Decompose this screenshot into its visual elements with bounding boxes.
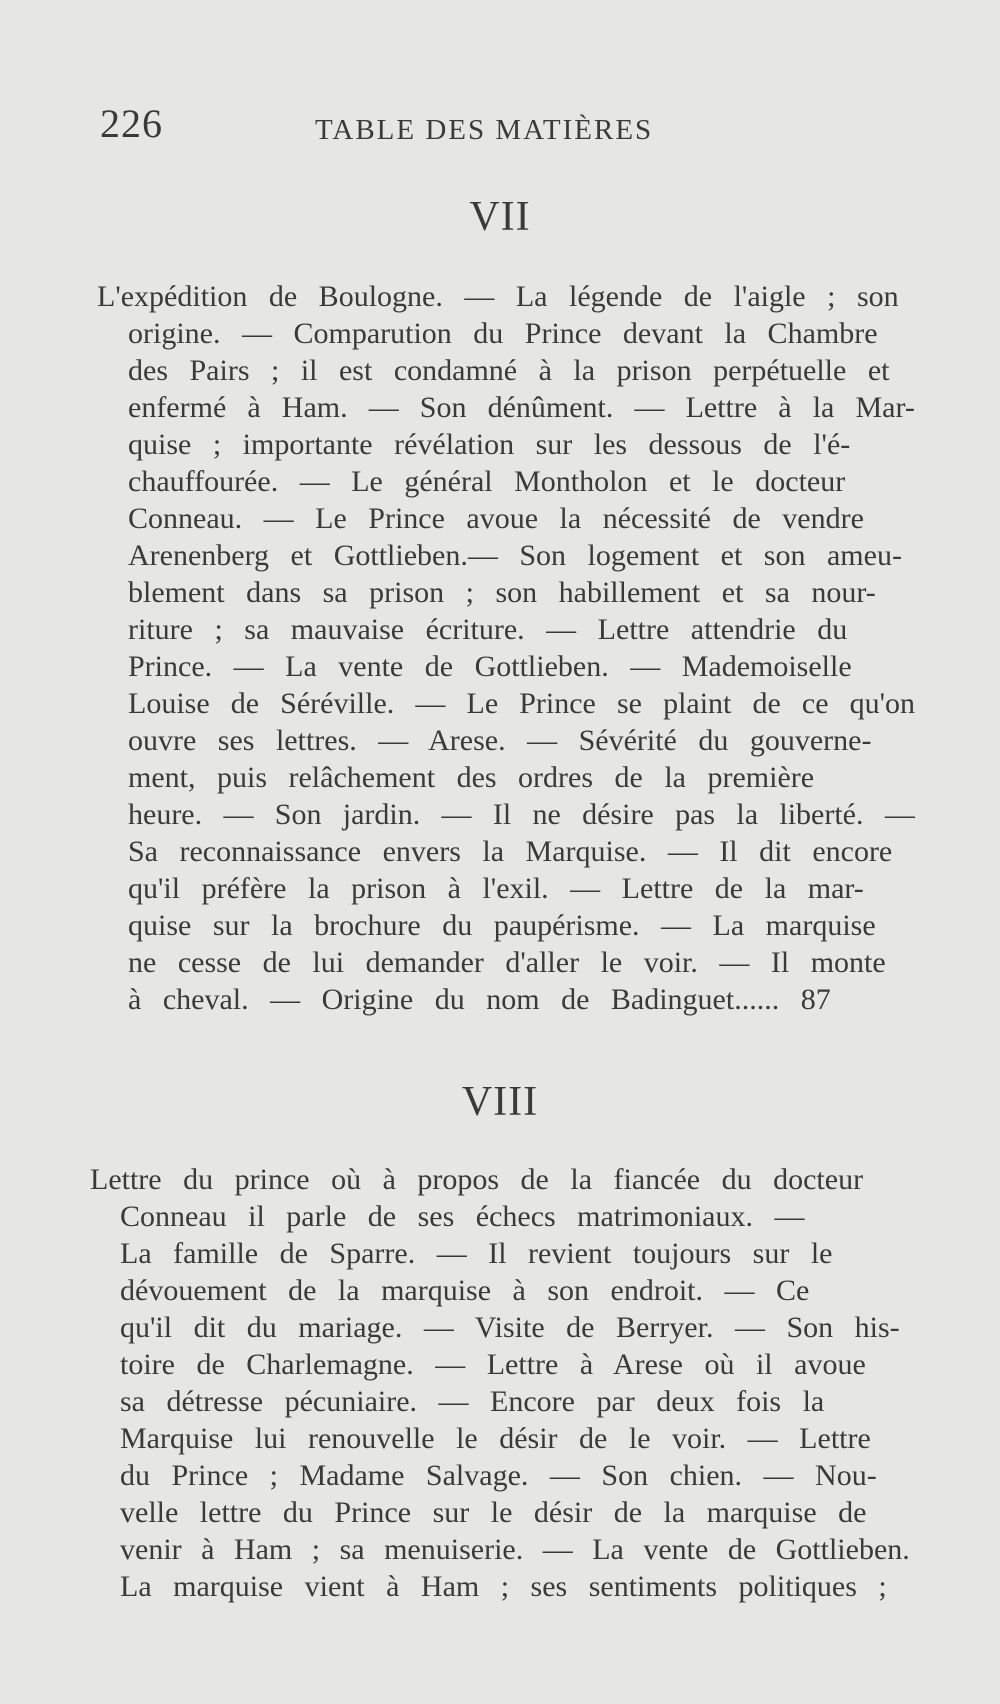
- section-vii-summary-continued: [128, 315, 915, 1018]
- summary-line: quise sur la brochure du paupérisme. — La marquise: [128, 909, 876, 942]
- summary-line: enfermé à Ham. — Son dénûment. — Lettre à la Mar-: [128, 391, 915, 424]
- summary-line: origine. — Comparution du Prince devant la Chambre: [128, 317, 878, 350]
- summary-line: L'expédition de Boulogne. — La légende de l'aigle ; son: [97, 280, 899, 313]
- summary-line: La famille de Sparre. — Il revient toujours sur le: [120, 1237, 833, 1270]
- summary-line: heure. — Son jardin. — Il ne désire pas la liberté. —: [128, 798, 915, 831]
- summary-line: ne cesse de lui demander d'aller le voir. — Il monte: [128, 946, 886, 979]
- running-title: TABLE DES MATIÈRES: [315, 114, 654, 146]
- page-number: 226: [100, 101, 163, 146]
- summary-line: des Pairs ; il est condamné à la prison perpétuelle et: [128, 354, 890, 387]
- summary-line: qu'il préfère la prison à l'exil. — Lettre de la mar-: [128, 872, 864, 905]
- summary-line: ment, puis relâchement des ordres de la première: [128, 761, 815, 794]
- summary-line: Sa reconnaissance envers la Marquise. — Il dit encore: [128, 835, 893, 868]
- section-heading-viii: VIII: [461, 1079, 539, 1125]
- summary-line: blement dans sa prison ; son habillement et sa nour-: [128, 576, 876, 609]
- summary-line: Conneau il parle de ses échecs matrimoniaux. —: [120, 1200, 805, 1233]
- section-vii-summary: [97, 278, 915, 315]
- summary-line: ouvre ses lettres. — Arese. — Sévérité du gouverne-: [128, 724, 872, 757]
- running-head: [100, 100, 920, 150]
- summary-line: velle lettre du Prince sur le désir de la marquise de: [120, 1496, 867, 1529]
- summary-line: Conneau. — Le Prince avoue la nécessité de vendre: [128, 502, 864, 535]
- summary-line: chauffourée. — Le général Montholon et le docteur: [128, 465, 846, 498]
- summary-line: Marquise lui renouvelle le désir de le voir. — Lettre: [120, 1422, 871, 1455]
- section-viii-summary: [90, 1161, 910, 1198]
- summary-line: du Prince ; Madame Salvage. — Son chien. — Nou-: [120, 1459, 877, 1492]
- summary-line: dévouement de la marquise à son endroit. — Ce: [120, 1274, 810, 1307]
- section-heading-vii: VII: [469, 194, 531, 240]
- summary-line: quise ; importante révélation sur les dessous de l'é-: [128, 428, 851, 461]
- summary-line: riture ; sa mauvaise écriture. — Lettre attendrie du: [128, 613, 848, 646]
- summary-line: La marquise vient à Ham ; ses sentiments politiques ;: [120, 1570, 887, 1603]
- section-viii-summary-continued: [120, 1198, 910, 1605]
- summary-line: Louise de Séréville. — Le Prince se plaint de ce qu'on: [128, 687, 916, 720]
- summary-line: Prince. — La vente de Gottlieben. — Mademoiselle: [128, 650, 852, 683]
- summary-line: venir à Ham ; sa menuiserie. — La vente de Gottlieben.: [120, 1533, 910, 1566]
- summary-line: sa détresse pécuniaire. — Encore par deux fois la: [120, 1385, 825, 1418]
- summary-line: qu'il dit du mariage. — Visite de Berryer. — Son his-: [120, 1311, 900, 1344]
- summary-line-with-page-ref: à cheval. — Origine du nom de Badinguet...... 87: [128, 983, 831, 1016]
- summary-line: Arenenberg et Gottlieben.— Son logement et son ameu-: [128, 539, 902, 572]
- summary-line: toire de Charlemagne. — Lettre à Arese où il avoue: [120, 1348, 866, 1381]
- summary-line: Lettre du prince où à propos de la fiancée du docteur: [90, 1163, 864, 1196]
